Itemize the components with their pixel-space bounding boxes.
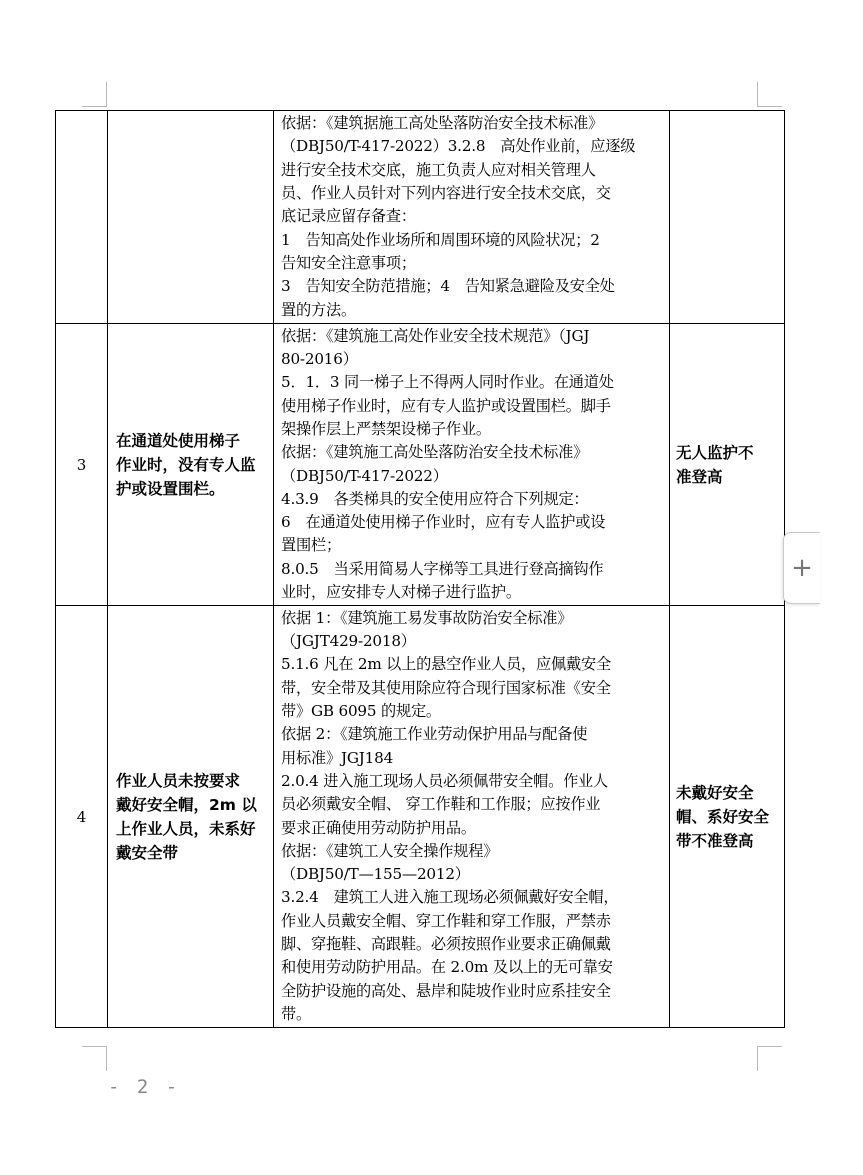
basis-text-line: 使用梯子作业时，应有专人监护或设置围栏。脚手 [281, 396, 611, 415]
requirement-cell [670, 606, 785, 1028]
basis-text-line: 和使用劳动防护用品。在 2.0m 及以上的无可靠安 [281, 958, 613, 977]
crop-mark-bottom-right [757, 1046, 782, 1071]
row-number-cell [56, 324, 108, 606]
issue-cell [108, 111, 274, 324]
requirement-text-line: 帽、系好安全 [676, 807, 770, 826]
safety-rules-table [55, 110, 785, 1028]
basis-text-line: 依据 2：《建筑施工作业劳动保护用品与配备使 [281, 725, 588, 744]
basis-text-line: 底记录应留存备查： [281, 207, 416, 226]
issue-cell [108, 606, 274, 1028]
basis-text-line: （DBJ50/T-417-2022）3.2.8 高处作业前，应逐级 [281, 137, 636, 156]
issue-text-line: 护或设置围栏。 [116, 479, 225, 498]
basis-text-line: 4.3.9 各类梯具的安全使用应符合下列规定： [281, 489, 589, 508]
basis-text-line: （DBJ50/T—155—2012） [281, 865, 470, 884]
basis-text-line: 架操作层上严禁架设梯子作业。 [281, 419, 491, 438]
basis-text-line: （DBJ50/T-417-2022） [281, 466, 448, 485]
basis-text-line: 1 告知高处作业场所和周围环境的风险状况；2 [281, 230, 600, 249]
basis-text-line: 业时，应安排专人对梯子进行监护。 [281, 582, 521, 601]
basis-text-line: 80-2016） [281, 350, 358, 369]
row-number: 3 [76, 455, 87, 474]
basis-text-line: 3 告知安全防范措施；4 告知紧急避险及安全处 [281, 277, 615, 296]
table-row [56, 606, 785, 1028]
issue-text-line: 戴好安全帽，2m 以 [116, 795, 257, 814]
requirement-text-line: 无人监护不 [676, 443, 754, 462]
crop-mark-top-left [82, 82, 107, 107]
basis-text-line: 员、作业人员针对下列内容进行安全技术交底，交 [281, 184, 611, 203]
add-plus-button[interactable] [783, 532, 820, 604]
issue-text-line: 在通道处使用梯子 [116, 431, 241, 450]
basis-text-line: 3.2.4 建筑工人进入施工现场必须佩戴好安全帽， [281, 888, 619, 907]
basis-text-line: 2.0.4 进入施工现场人员必须佩带安全帽。作业人 [281, 771, 609, 790]
basis-text-line: 进行安全技术交底，施工负责人应对相关管理人 [281, 160, 596, 179]
basis-text-line: 全防护设施的高处、悬岸和陡坡作业时应系挂安全 [281, 981, 611, 1000]
basis-text-line: 带。 [281, 1004, 311, 1023]
plus-icon: + [791, 553, 813, 583]
row-number-cell [56, 606, 108, 1028]
basis-text-line: 带，安全带及其使用除应符合现行国家标准《安全 [281, 678, 611, 697]
basis-text-line: 要求正确使用劳动防护用品。 [281, 818, 476, 837]
table-row [56, 324, 785, 606]
basis-text-line: 依据：《建筑据施工高处坠落防治安全技术标准》 [281, 114, 604, 133]
basis-text-line: 用标准》JGJ184 [281, 748, 394, 767]
basis-text-line: 5．1．3 同一梯子上不得两人同时作业。在通道处 [281, 373, 614, 392]
requirement-text-line: 准登高 [676, 467, 723, 486]
basis-text-line: （JGJT429-2018） [281, 632, 416, 651]
basis-text-line: 脚、穿拖鞋、高跟鞋。必须按照作业要求正确佩戴 [281, 934, 611, 953]
basis-text-line: 员必须戴安全帽、 穿工作鞋和工作服；应按作业 [281, 795, 601, 814]
requirement-cell [670, 324, 785, 606]
issue-text-line: 戴安全带 [116, 843, 179, 862]
table-row [56, 111, 785, 324]
issue-text-line: 上作业人员，未系好 [116, 819, 256, 838]
basis-text-line: 置的方法。 [281, 300, 356, 319]
basis-text-line: 置围栏； [281, 536, 341, 555]
basis-cell [274, 324, 670, 606]
issue-cell [108, 324, 274, 606]
basis-text-line: 依据：《建筑施工高处坠落防治安全技术标准》 [281, 443, 589, 462]
basis-text-line: 作业人员戴安全帽、穿工作鞋和穿工作服，严禁赤 [281, 911, 611, 930]
basis-text-line: 依据：《建筑工人安全操作规程》 [281, 841, 499, 860]
basis-text-line: 带》GB 6095 的规定。 [281, 702, 441, 721]
row-number: 4 [76, 807, 87, 826]
basis-text-line: 依据 1：《建筑施工易发事故防治安全标准》 [281, 608, 573, 627]
issue-text-line: 作业人员未按要求 [116, 771, 241, 790]
requirement-text-line: 带不准登高 [676, 831, 754, 850]
basis-text-line: 告知安全注意事项； [281, 253, 416, 272]
basis-cell [274, 606, 670, 1028]
requirement-text-line: 未戴好安全 [676, 783, 754, 802]
crop-mark-bottom-left [82, 1046, 107, 1071]
crop-mark-top-right [757, 82, 782, 107]
requirement-cell [670, 111, 785, 324]
row-number-cell [56, 111, 108, 324]
basis-text-line: 5.1.6 凡在 2m 以上的悬空作业人员，应佩戴安全 [281, 655, 611, 674]
basis-text-line: 6 在通道处使用梯子作业时，应有专人监护或设 [281, 513, 606, 532]
basis-text-line: 8.0.5 当采用简易人字梯等工具进行登高摘钩作 [281, 559, 604, 578]
issue-text-line: 作业时，没有专人监 [116, 455, 256, 474]
basis-text-line: 依据：《建筑施工高处作业安全技术规范》（JGJ [281, 326, 590, 345]
basis-cell [274, 111, 670, 324]
page-number: - 2 - [108, 1076, 181, 1098]
